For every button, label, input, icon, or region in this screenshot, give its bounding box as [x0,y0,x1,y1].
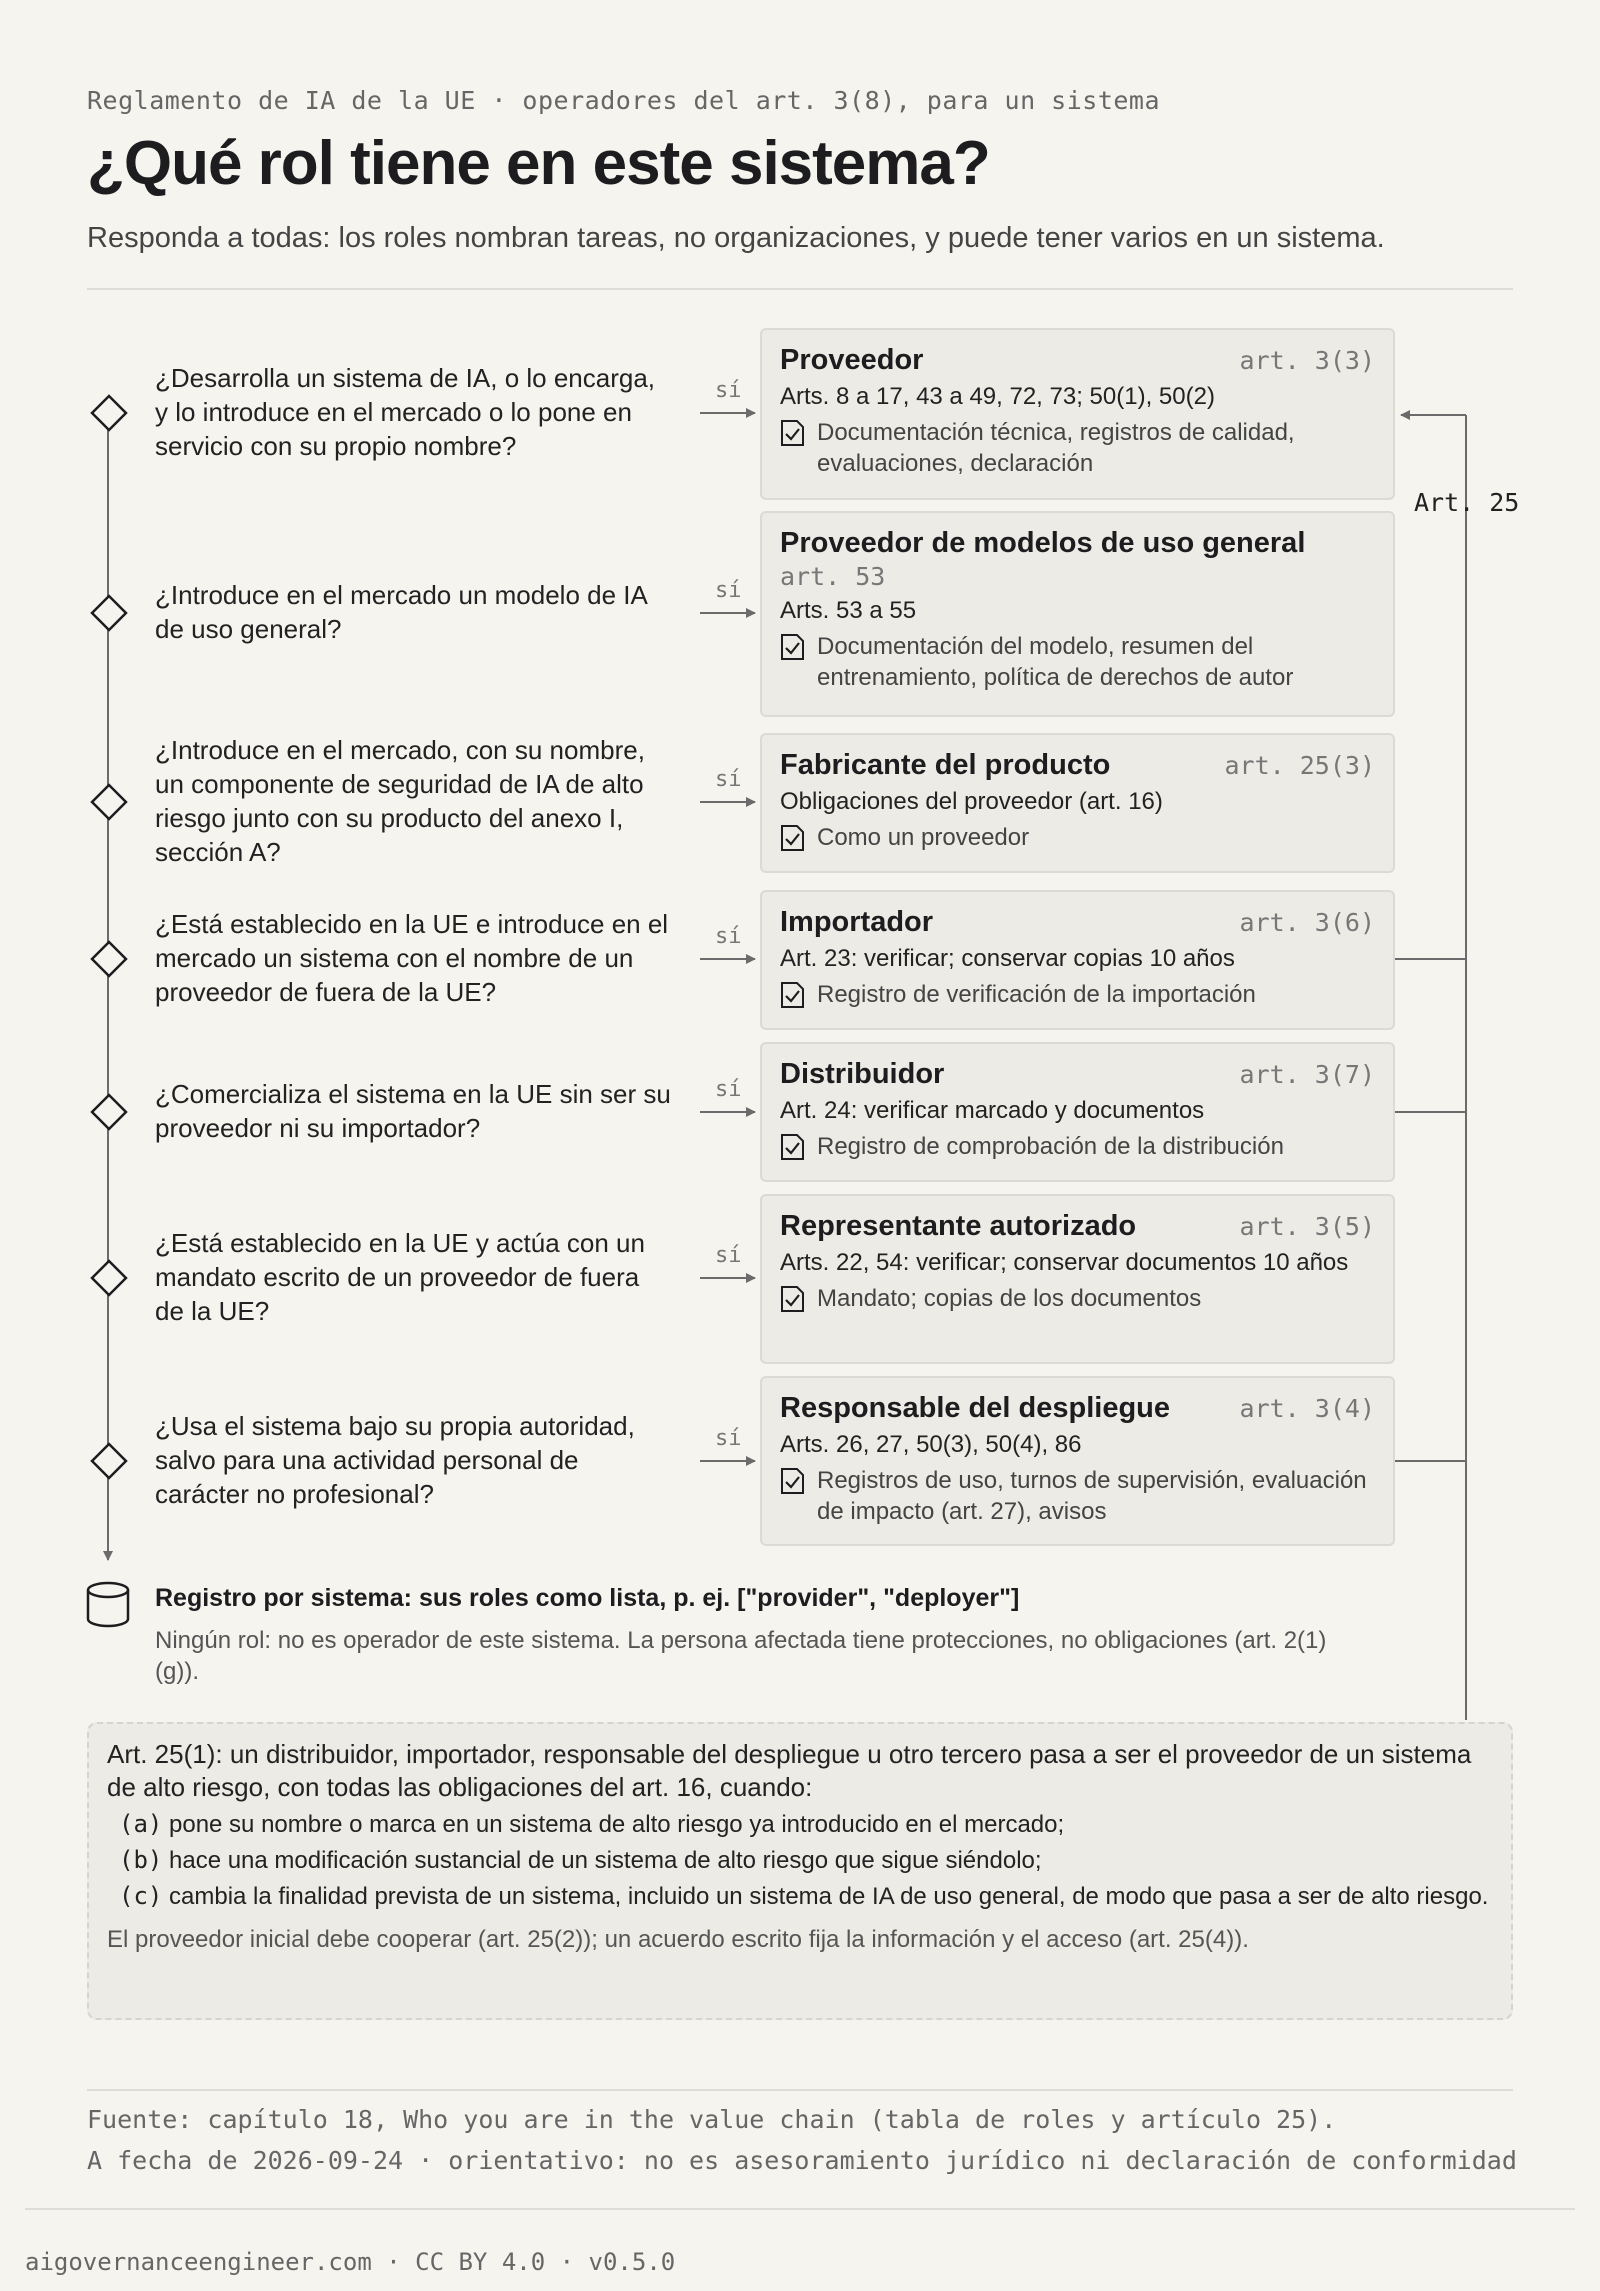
decision-diamond [92,396,126,430]
yes-label: sí [715,578,742,603]
role-title: Proveedor [780,344,924,376]
site-footer: aigovernanceengineer.com · CC BY 4.0 · v0.5.0 [25,2248,676,2276]
role-records: Documentación del modelo, resumen del entrenamiento, política de derechos de autor [817,633,1294,691]
document-check-icon [780,981,805,1009]
role-card-distribuidor [760,1042,1395,1182]
registry-title: Registro por sistema: sus roles como lista, p. ej. ["provider", "deployer"] [155,1584,1020,1612]
condition-letter: (b) [119,1846,163,1874]
role-records: Registros de uso, turnos de supervisión, evaluación de impacto (art. 27), avisos [817,1467,1367,1525]
condition-letter: (c) [119,1882,163,1910]
role-obligations: Arts. 53 a 55 [780,597,917,624]
question-representante: ¿Está establecido en la UE y actúa con un mandato escrito de un proveedor de fuera de la UE? [155,1228,645,1326]
role-obligations: Art. 23: verificar; conservar copias 10 años [780,945,1235,972]
document-check-icon [780,419,805,447]
role-article: art. 25(3) [1224,751,1375,780]
yes-label: sí [715,378,742,403]
role-article: art. 3(6) [1239,908,1375,937]
role-card-representante [760,1194,1395,1364]
date-disclaimer: A fecha de 2026-09-24 · orientativo: no es asesoramiento jurídico ni declaración de conformidad [87,2146,1517,2175]
role-card-proveedor-gpai [760,511,1395,717]
role-card-proveedor [760,328,1395,500]
footer-divider [25,2208,1575,2210]
document-check-icon [780,1467,805,1495]
role-title: Representante autorizado [780,1210,1137,1242]
role-obligations: Obligaciones del proveedor (art. 16) [780,788,1163,815]
role-title: Responsable del despliegue [780,1392,1170,1424]
condition-letter: (a) [119,1810,163,1838]
header-divider [87,288,1513,290]
rule-footer: El proveedor inicial debe cooperar (art. 25(2)); un acuerdo escrito fija la información y el acceso (art. 25(4)). [107,1926,1249,1953]
question-proveedor-gpai: ¿Introduce en el mercado un modelo de IA de uso general? [155,580,647,644]
registry-note: Ningún rol: no es operador de este sistema. La persona afectada tiene protecciones, no obligaciones (art. 2(1)(g)). [155,1627,1327,1685]
rule-condition [107,1845,1493,1876]
question-distribuidor: ¿Comercializa el sistema en la UE sin ser su proveedor ni su importador? [155,1079,671,1143]
yes-label: sí [715,924,742,949]
rule-condition [107,1881,1493,1912]
condition-text: pone su nombre o marca en un sistema de alto riesgo ya introducido en el mercado; [169,1811,1065,1838]
role-records: Mandato; copias de los documentos [817,1285,1202,1312]
role-records: Documentación técnica, registros de calidad, evaluaciones, declaración [817,419,1295,477]
eyebrow: Reglamento de IA de la UE · operadores del art. 3(8), para un sistema [87,86,1161,115]
role-article: art. 3(3) [1239,346,1375,375]
rule-intro: Art. 25(1): un distribuidor, importador, responsable del despliegue u otro tercero pasa a ser el proveedor de un sistema de alto riesgo, con todas las obligaciones del art. 16, cuando: [107,1739,1472,1802]
role-obligations: Art. 24: verificar marcado y documentos [780,1097,1205,1124]
page-subtitle: Responda a todas: los roles nombran tareas, no organizaciones, y puede tener varios en un sistema. [87,222,1385,254]
yes-label: sí [715,1077,742,1102]
question-importador: ¿Está establecido en la UE e introduce en el mercado un sistema con el nombre de un proveedor de fuera de la UE? [155,909,669,1007]
role-title: Distribuidor [780,1058,945,1090]
condition-text: cambia la finalidad prevista de un sistema, incluido un sistema de IA de uso general, de modo que pasa a ser de alto riesgo. [169,1883,1489,1910]
art25-label: Art. 25 [1414,488,1520,517]
role-title: Fabricante del producto [780,749,1111,781]
yes-label: sí [715,767,742,792]
rule-condition [107,1809,1493,1840]
role-article: art. 3(5) [1239,1212,1375,1241]
role-article: art. 3(4) [1239,1394,1375,1423]
condition-text: hace una modificación sustancial de un sistema de alto riesgo que sigue siéndolo; [169,1847,1042,1874]
role-article: art. 53 [780,562,886,591]
role-records: Registro de comprobación de la distribución [817,1133,1284,1160]
yes-label: sí [715,1426,742,1451]
page-title: ¿Qué rol tiene en este sistema? [87,129,990,198]
role-article: art. 3(7) [1239,1060,1375,1089]
question-proveedor: ¿Desarrolla un sistema de IA, o lo encarga, y lo introduce en el mercado o lo pone en servicio con su propio nombre? [155,363,656,461]
decision-diamond [92,596,126,630]
role-card-importador [760,890,1395,1030]
role-title: Importador [780,906,934,938]
role-records: Como un proveedor [817,824,1030,851]
question-despliegue: ¿Usa el sistema bajo su propia autoridad, salvo para una actividad personal de carácter no profesional? [155,1411,635,1509]
source-line: Fuente: capítulo 18, Who you are in the value chain (tabla de roles y artículo 25). [87,2105,1337,2134]
decision-diamond [92,1261,126,1295]
role-obligations: Arts. 8 a 17, 43 a 49, 72, 73; 50(1), 50(2) [780,383,1215,410]
document-check-icon [780,1133,805,1161]
role-card-despliegue [760,1376,1395,1546]
database-icon [88,1583,128,1626]
source-divider [87,2089,1513,2091]
yes-label: sí [715,1243,742,1268]
role-obligations: Arts. 26, 27, 50(3), 50(4), 86 [780,1431,1082,1458]
article-25-box [87,1722,1513,2020]
document-check-icon [780,633,805,661]
decision-diamond [92,942,126,976]
question-fabricante: ¿Introduce en el mercado, con su nombre, un componente de seguridad de IA de alto riesgo junto con su producto del anexo I, sección A? [155,735,645,867]
role-records: Registro de verificación de la importación [817,981,1256,1008]
decision-diamond [92,1444,126,1478]
role-title: Proveedor de modelos de uso general [780,527,1306,559]
role-card-fabricante [760,733,1395,873]
decision-diamond [92,785,126,819]
document-check-icon [780,824,805,852]
decision-diamond [92,1095,126,1129]
document-check-icon [780,1285,805,1313]
role-obligations: Arts. 22, 54: verificar; conservar documentos 10 años [780,1249,1349,1276]
